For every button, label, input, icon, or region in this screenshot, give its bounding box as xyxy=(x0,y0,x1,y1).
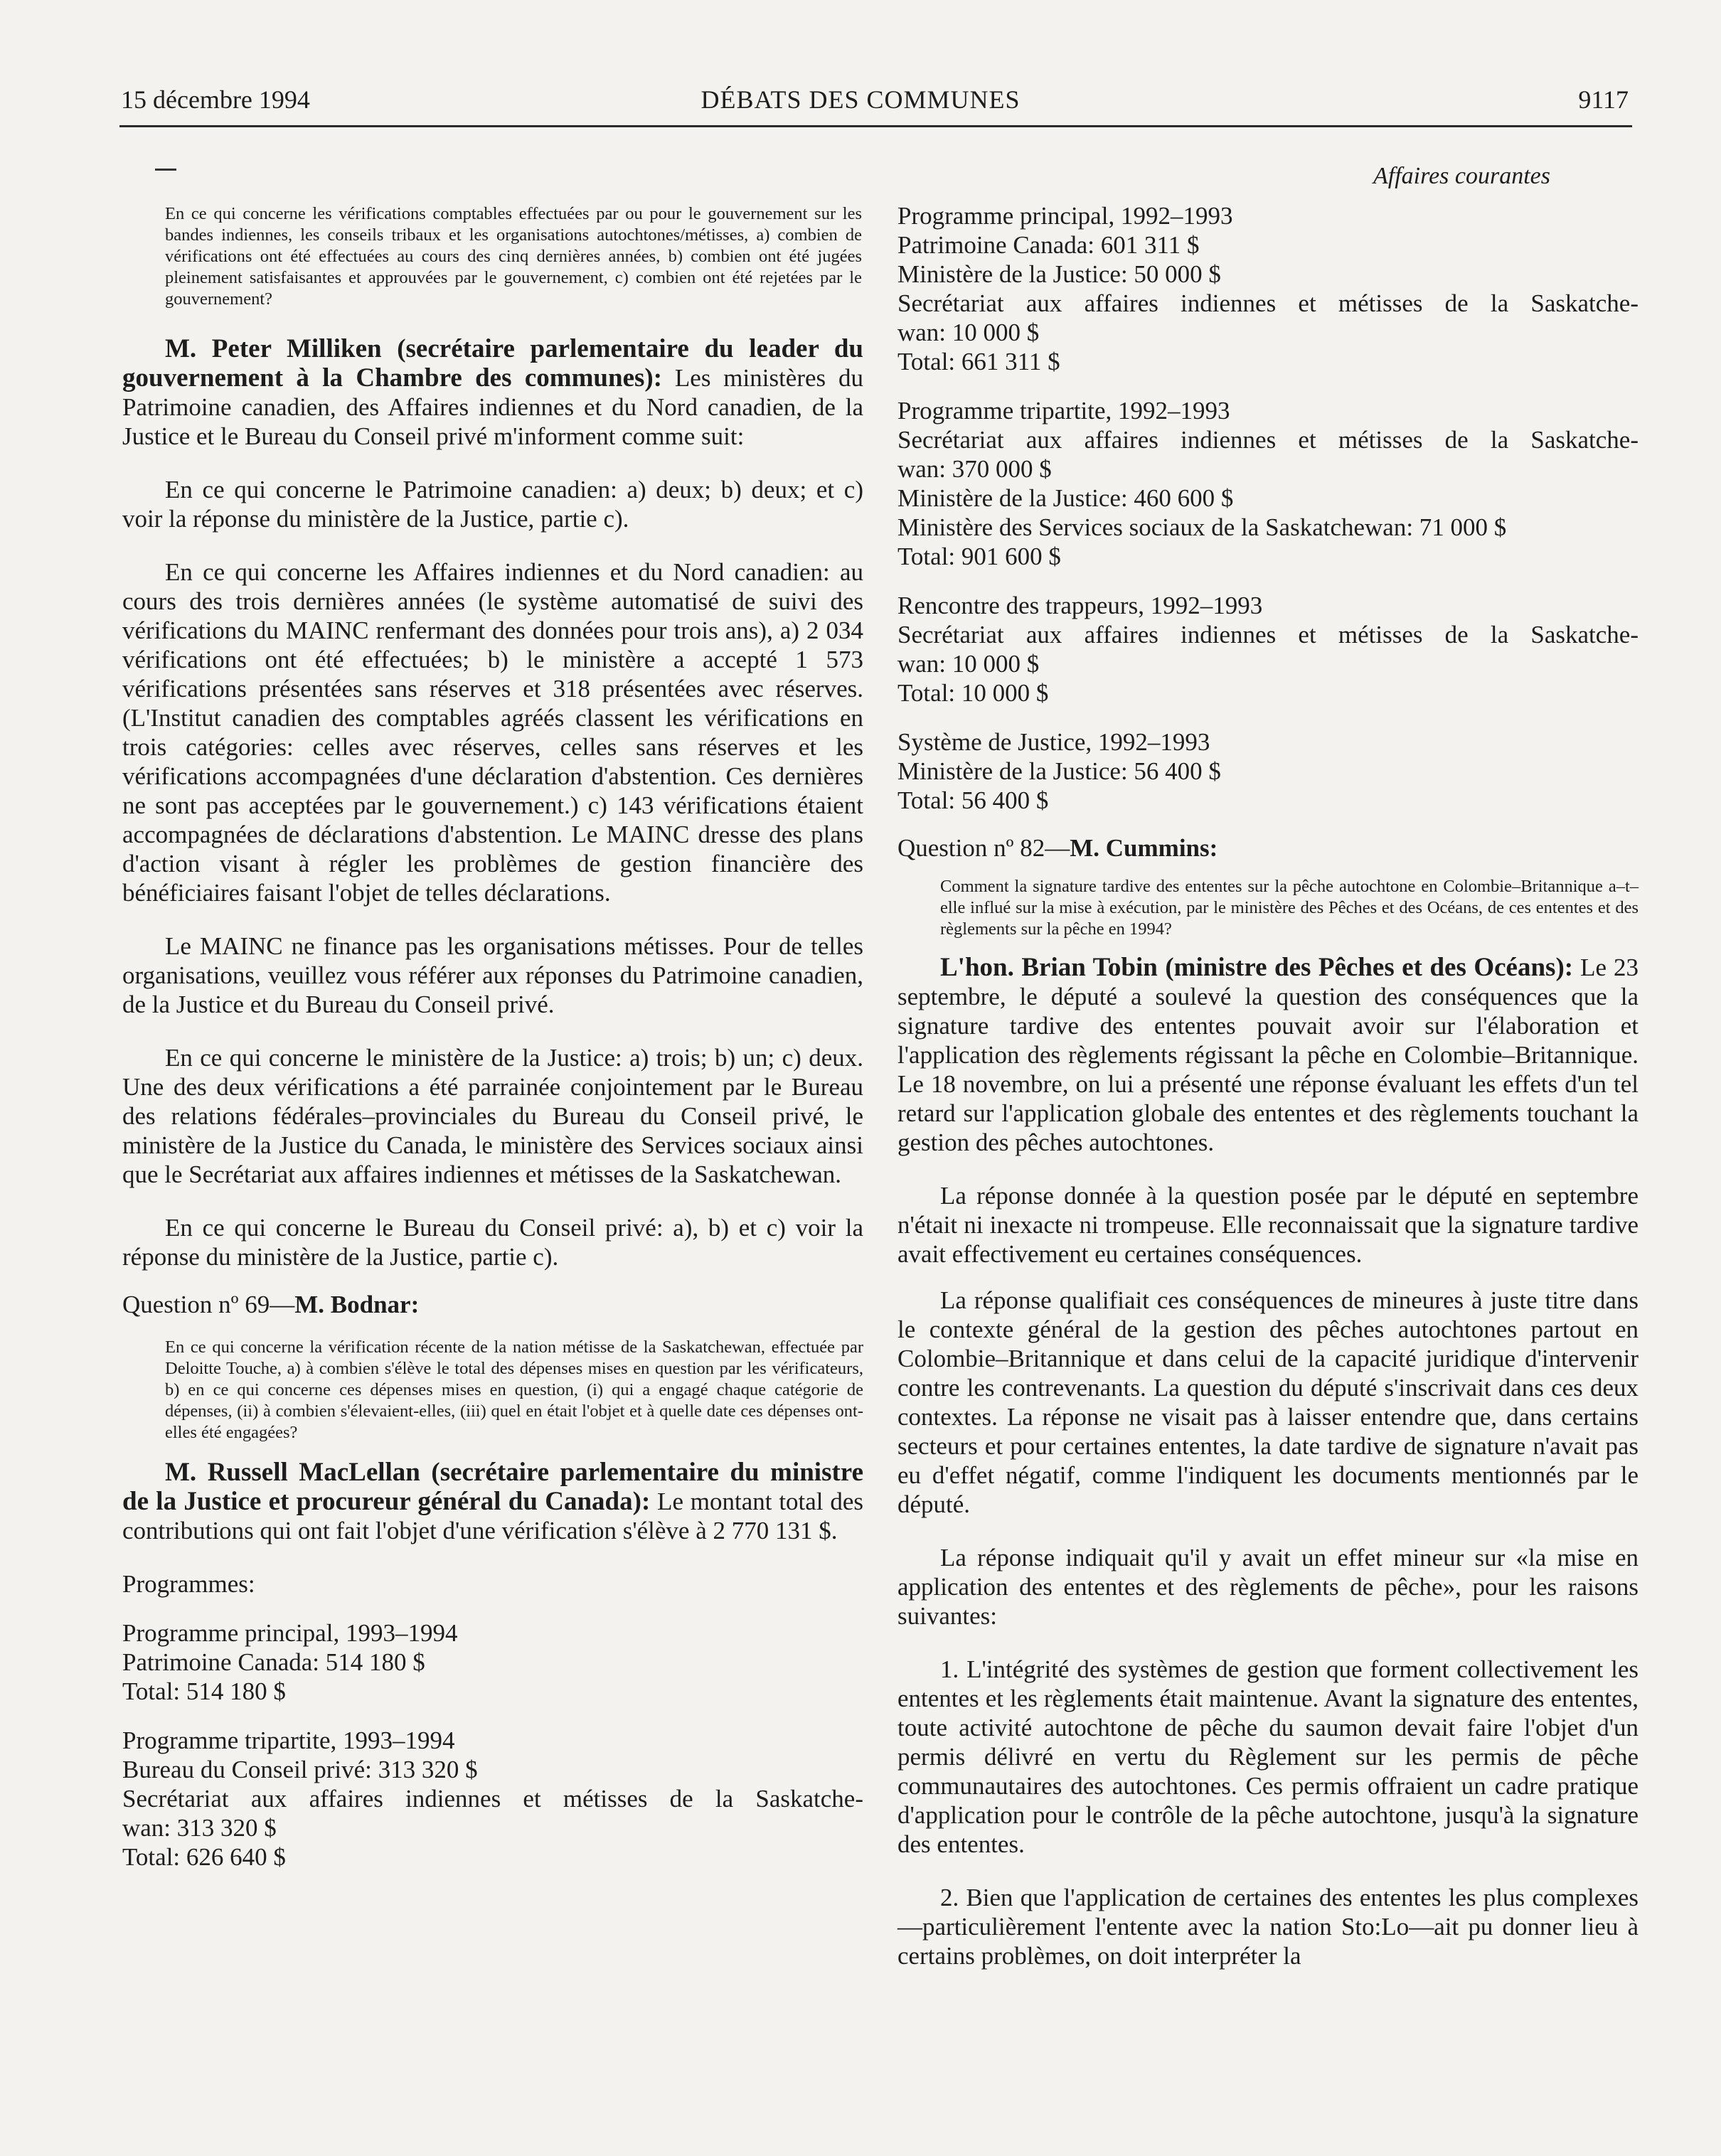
programme-block-d xyxy=(897,396,1639,571)
programme-block-c xyxy=(897,201,1639,376)
programme-line: Système de Justice, 1992–1993 xyxy=(897,728,1210,756)
paragraph: La réponse qualifiait ces conséquences de mineures à juste titre dans le contexte général de la gestion des pêches autochtones partout en Colombie–Britannique et dans celui de la capacité juridique d'intervenir contre les contrevenants. La question du député s'inscrivait dans ces deux contextes. La réponse ne visait pas à laisser entendre que, dans certains secteurs et pour certaines ententes, la date tardive de signature n'avait pas eu d'effet négatif, comme l'indiquent les documents mentionnés par le député. xyxy=(897,1286,1639,1518)
question-69-heading xyxy=(122,1290,863,1320)
programme-line: Patrimoine Canada: 601 311 $ xyxy=(897,231,1200,259)
programme-line: Bureau du Conseil privé: 313 320 $ xyxy=(122,1756,478,1783)
paragraph: La réponse indiquait qu'il y avait un effet mineur sur «la mise en application des ententes et des règlements de pêche», pour les raisons suivantes: xyxy=(897,1544,1639,1630)
paragraph: 2. Bien que l'application de certaines des ententes les plus complexes—particulièrement l'entente avec la nation Sto:Lo—ait pu donner lieu à certains problèmes, on doit interpréter la xyxy=(897,1884,1639,1970)
programme-block-e xyxy=(897,591,1639,708)
programme-line: Rencontre des trappeurs, 1992–1993 xyxy=(897,592,1263,619)
question-member: M. Cummins: xyxy=(1070,834,1218,862)
header-page-number: 9117 xyxy=(1578,85,1629,114)
programme-line: Secrétariat aux affaires indiennes et métisses de la Saskatche- xyxy=(897,426,1639,454)
programme-line: Patrimoine Canada: 514 180 $ xyxy=(122,1648,425,1676)
question-82-text: Comment la signature tardive des ententes sur la pêche autochtone en Colombie–Britannique a–t–elle influé sur la mise à exécution, par le ministère des Pêches et des Océans, de ces ententes et des règlements sur la pêche en 1994? xyxy=(940,877,1639,939)
programme-line: Programme principal, 1993–1994 xyxy=(122,1619,458,1647)
programme-line: Ministère de la Justice: 56 400 $ xyxy=(897,757,1221,785)
header-date: 15 décembre 1994 xyxy=(121,85,310,114)
programme-line: wan: 10 000 $ xyxy=(897,319,1040,346)
paragraph: La réponse donnée à la question posée par le député en septembre n'était ni inexacte ni trompeuse. Elle reconnaissait que la signature tardive avait effectivement eu certaines conséquences. xyxy=(897,1182,1639,1268)
speaker-maclellan: M. Russell MacLellan (secrétaire parlementaire du ministre de la Justice et procureur général du Canada): xyxy=(122,1458,863,1516)
programme-line: Total: 901 600 $ xyxy=(897,543,1061,570)
programme-line: Secrétariat aux affaires indiennes et métisses de la Saskatche- xyxy=(897,621,1639,649)
programme-line: Programme tripartite, 1992–1993 xyxy=(897,397,1230,425)
answer-text: Les ministères du Patrimoine canadien, des Affaires indiennes et du Nord canadien, de la Justice et le Bureau du Conseil privé m'informent comme suit: xyxy=(122,364,863,450)
programme-line: Total: 626 640 $ xyxy=(122,1843,286,1871)
programme-line: Ministère de la Justice: 50 000 $ xyxy=(897,260,1221,288)
programmes-label: Programmes: xyxy=(122,1570,255,1598)
question-label: Question nº 82— xyxy=(897,834,1070,862)
speaker-milliken: M. Peter Milliken (secrétaire parlementaire du leader du gouvernement à la Chambre des communes): xyxy=(122,334,863,393)
speaker-tobin: L'hon. Brian Tobin (ministre des Pêches et des Océans): xyxy=(940,953,1574,982)
programme-line: Secrétariat aux affaires indiennes et métisses de la Saskatche- xyxy=(122,1785,863,1813)
answer-tobin-intro xyxy=(897,953,1639,1157)
programme-block-f xyxy=(897,727,1639,815)
paragraph: En ce qui concerne le ministère de la Justice: a) trois; b) un; c) deux. Une des deux vérifications a été parrainée conjointement par le Bureau des relations fédérales–provinciales du Bureau du Conseil privé, le ministère de la Justice du Canada, le ministère des Services sociaux ainsi que le Secrétariat aux affaires indiennes et métisses de la Saskatchewan. xyxy=(122,1044,863,1188)
programme-line: Total: 10 000 $ xyxy=(897,679,1049,707)
programme-line: Total: 661 311 $ xyxy=(897,348,1060,375)
header-rule xyxy=(119,125,1632,127)
question-69-text: En ce qui concerne la vérification récente de la nation métisse de la Saskatchewan, effectuée par Deloitte Touche, a) à combien s'élève le total des dépenses mises en question par les vérificateurs, b) en ce qui concerne ces dépenses mises en question, (i) qui a engagé chaque catégorie de dépenses, (ii) à combien s'élevaient-elles, (iii) quel en était l'objet et à quelle date ces dépenses ont-elles été engagées? xyxy=(165,1338,863,1442)
answer-maclellan-intro xyxy=(122,1458,863,1545)
paragraph: En ce qui concerne le Bureau du Conseil privé: a), b) et c) voir la réponse du ministère de la Justice, partie c). xyxy=(122,1214,863,1271)
answer-milliken-intro xyxy=(122,334,863,451)
paragraph: En ce qui concerne les Affaires indiennes et du Nord canadien: au cours des trois dernières années (le système automatisé de suivi des vérifications du MAINC renfermant des données pour trois ans), a) 2 034 vérifications ont été effectuées; b) le ministère a accepté 1 573 vérifications présentées sans réserves et 318 présentées avec réserves. (L'Institut canadien des comptables agréés classent les vérifications en trois catégories: celles avec réserves, celles sans réserves et les vérifications accompagnées d'une déclaration d'abstention. Ces dernières ne sont pas acceptées par le gouvernement.) c) 143 vérifications étaient accompagnées de déclarations d'abstention. Le MAINC dresse des plans d'action visant à régler les problèmes de gestion financière des bénéficiaires faisant l'objet de telles déclarations. xyxy=(122,558,863,907)
question-label: Question nº 69— xyxy=(122,1291,295,1318)
dash-mark xyxy=(155,169,176,171)
programme-block-a xyxy=(122,1618,863,1706)
paragraph: 1. L'intégrité des systèmes de gestion que forment collectivement les ententes et les règlements était maintenue. Avant la signature des ententes, toute activité autochtone de pêche du saumon devait faire l'objet d'un permis délivré en vertu du Règlement sur les permis de pêche communautaires des autochtones. Ces permis offraient un cadre pratique d'application pour le contrôle de la pêche autochtone, jusqu'à la signature des ententes. xyxy=(897,1655,1639,1858)
programme-line: Ministère des Services sociaux de la Saskatchewan: 71 000 $ xyxy=(897,513,1507,541)
programme-line: wan: 370 000 $ xyxy=(897,455,1052,483)
left-column xyxy=(122,153,863,1872)
programme-line: Total: 514 180 $ xyxy=(122,1677,286,1705)
header-title: DÉBATS DES COMMUNES xyxy=(700,85,1021,114)
programme-line: Ministère de la Justice: 460 600 $ xyxy=(897,484,1234,512)
programme-line: Secrétariat aux affaires indiennes et métisses de la Saskatche- xyxy=(897,289,1639,317)
programme-line: Programme principal, 1992–1993 xyxy=(897,202,1233,230)
answer-text: Le montant total des contributions qui ont fait l'objet d'une vérification s'élève à 2 770 131 $. xyxy=(122,1488,863,1544)
programme-line: wan: 10 000 $ xyxy=(897,650,1040,678)
question-text: En ce qui concerne les vérifications comptables effectuées par ou pour le gouvernement sur les bandes indiennes, les conseils tribaux et les organisations autochtones/métisses, a) combien de vérifications ont été effectuées au cours des cinq dernières années, b) combien ont été jugées pleinement satisfaisantes et approuvées par le gouvernement, c) combien ont été rejetées par le gouvernement? xyxy=(165,204,862,309)
section-heading: Affaires courantes xyxy=(1373,163,1550,189)
right-column xyxy=(897,153,1639,1970)
answer-text: Le 23 septembre, le député a soulevé la question des conséquences que la signature tardive des ententes pouvait avoir sur l'élaboration et l'application des règlements régissant la pêche en Colombie–Britannique. Le 18 novembre, on lui a présenté une réponse évaluant les effets d'un tel retard sur l'application globale des ententes et des règlements touchant la gestion des pêches autochtones. xyxy=(897,954,1639,1156)
programme-line: wan: 313 320 $ xyxy=(122,1814,277,1842)
question-member: M. Bodnar: xyxy=(294,1291,420,1318)
programme-line: Total: 56 400 $ xyxy=(897,786,1049,814)
paragraph: En ce qui concerne le Patrimoine canadien: a) deux; b) deux; et c) voir la réponse du ministère de la Justice, partie c). xyxy=(122,476,863,533)
paragraph: Le MAINC ne finance pas les organisations métisses. Pour de telles organisations, veuillez vous référer aux réponses du Patrimoine canadien, de la Justice et du Bureau du Conseil privé. xyxy=(122,932,863,1018)
question-82-heading xyxy=(897,833,1639,863)
programme-line: Programme tripartite, 1993–1994 xyxy=(122,1727,455,1754)
programme-block-b xyxy=(122,1726,863,1872)
